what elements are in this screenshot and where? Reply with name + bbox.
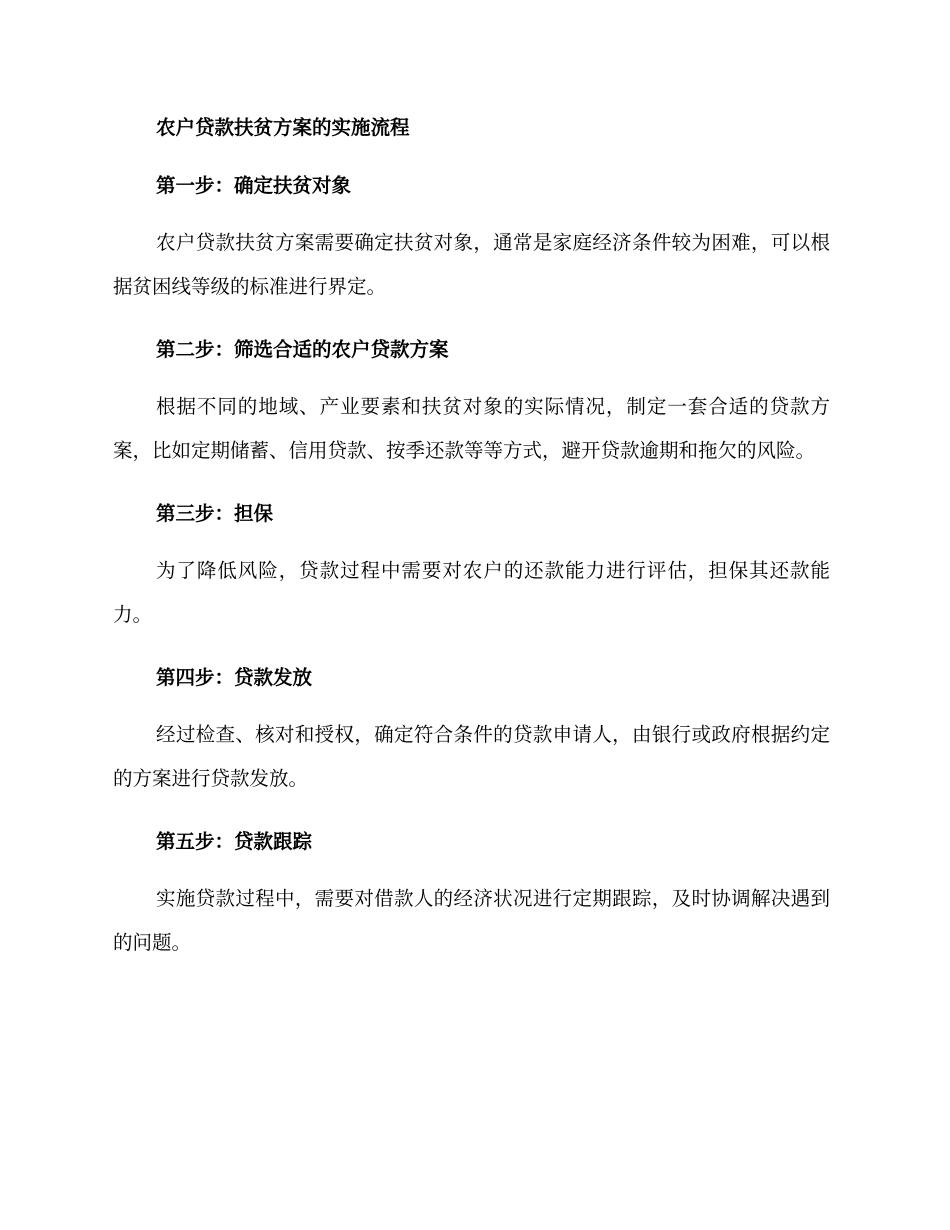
step-body: 根据不同的地域、产业要素和扶贫对象的实际情况，制定一套合适的贷款方案，比如定期储蓄、信用贷款、按季还款等等方式，避开贷款逾期和拖欠的风险。 <box>113 395 830 462</box>
step-body: 为了降低风险，贷款过程中需要对农户的还款能力进行评估，担保其还款能力。 <box>113 559 830 626</box>
document-title: 农户贷款扶贫方案的实施流程 <box>156 116 410 139</box>
step-heading: 第一步：确定扶贫对象 <box>156 174 352 197</box>
step-heading: 第四步：贷款发放 <box>156 666 313 689</box>
step-body: 经过检查、核对和授权，确定符合条件的贷款申请人，由银行或政府根据约定的方案进行贷款发放。 <box>113 723 830 790</box>
step-heading: 第三步：担保 <box>156 502 274 525</box>
step-section-3 <box>113 498 830 636</box>
step-body: 农户贷款扶贫方案需要确定扶贫对象，通常是家庭经济条件较为困难，可以根据贫困线等级的标准进行界定。 <box>113 231 830 298</box>
step-heading: 第二步：筛选合适的农户贷款方案 <box>156 338 449 361</box>
step-section-5 <box>113 826 830 964</box>
step-body: 实施贷款过程中，需要对借款人的经济状况进行定期跟踪，及时协调解决遇到的问题。 <box>113 887 830 954</box>
step-section-2 <box>113 334 830 472</box>
step-heading: 第五步：贷款跟踪 <box>156 830 313 853</box>
step-section-1 <box>113 170 830 308</box>
step-section-4 <box>113 662 830 800</box>
